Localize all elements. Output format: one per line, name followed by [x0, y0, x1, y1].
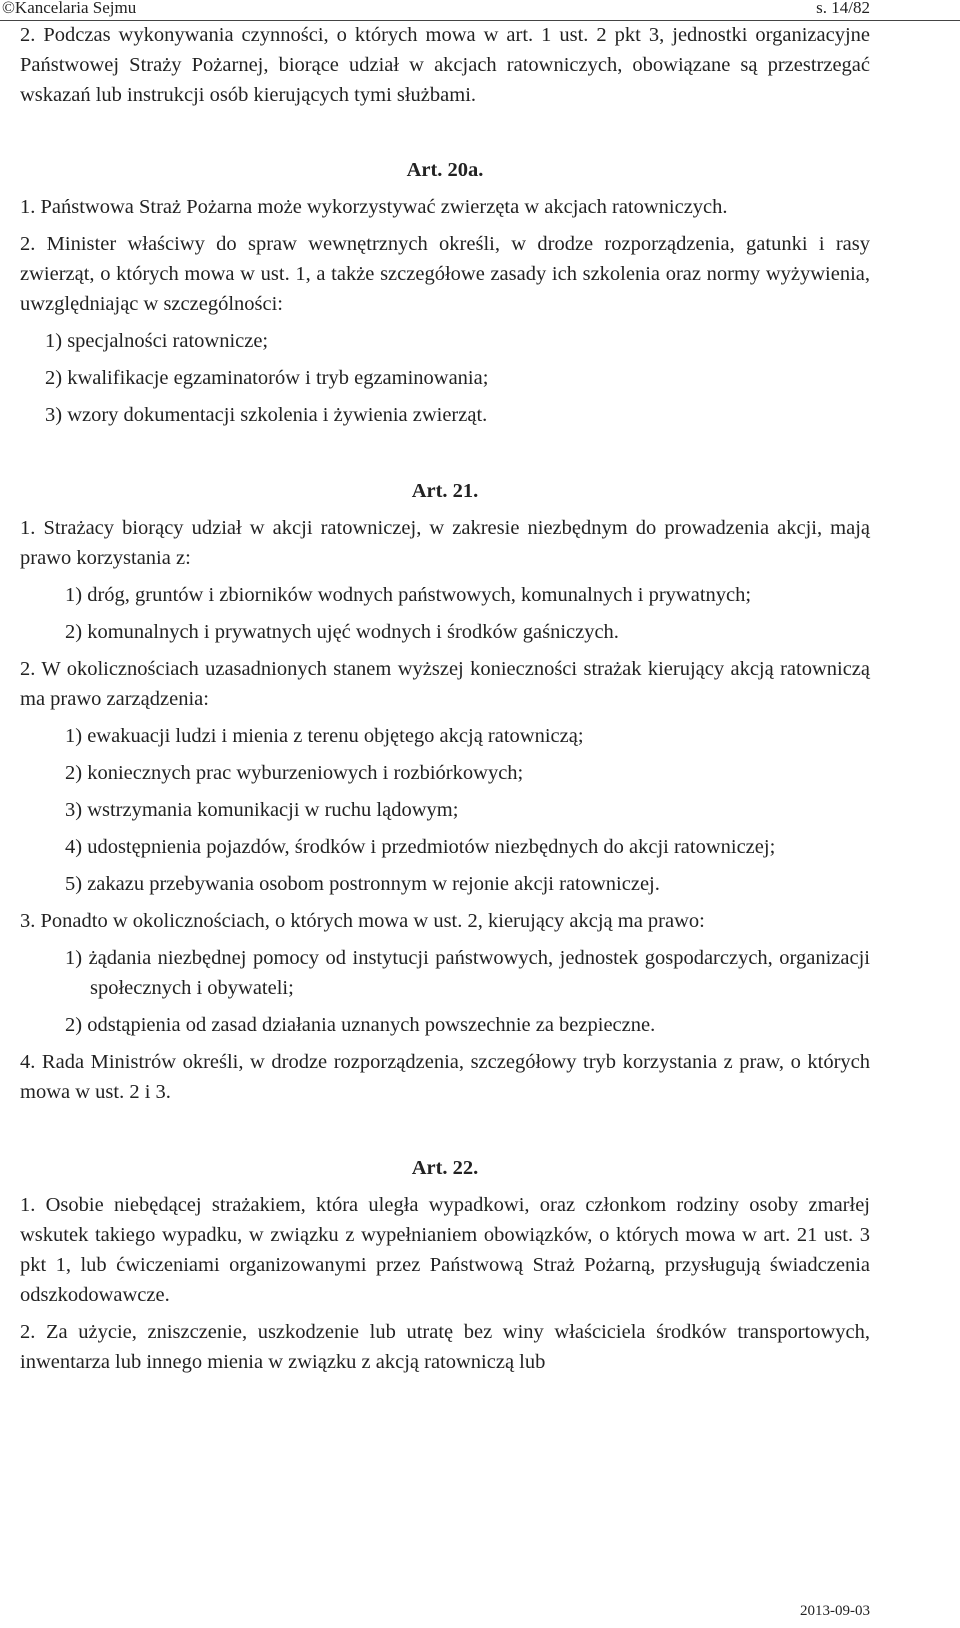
- list-item: 2) odstąpienia od zasad działania uznanych powszechnie za bezpieczne.: [65, 1014, 656, 1036]
- list-item: 3) wzory dokumentacji szkolenia i żywienia zwierząt.: [45, 404, 488, 426]
- paragraph: 2. W okolicznościach uzasadnionych stanem wyższej konieczności strażak kierujący akcją ratowniczą ma prawo zarządzenia:: [20, 658, 870, 710]
- article-heading: Art. 21.: [411, 480, 479, 502]
- list-item: 4) udostępnienia pojazdów, środków i przedmiotów niezbędnych do akcji ratowniczej;: [65, 836, 776, 858]
- article-heading: Art. 20a.: [406, 159, 484, 181]
- paragraph: 2. Za użycie, zniszczenie, uszkodzenie lub utratę bez winy właściciela środków transportowych, inwentarza lub innego mienia w związku z akcją ratowniczą lub: [20, 1321, 870, 1373]
- paragraph: 1. Strażacy biorący udział w akcji ratowniczej, w zakresie niezbędnym do prowadzenia akcji, mają prawo korzystania z:: [20, 517, 870, 569]
- list-item: 2) komunalnych i prywatnych ujęć wodnych i środków gaśniczych.: [65, 621, 619, 643]
- list-item: 2) kwalifikacje egzaminatorów i tryb egzaminowania;: [45, 367, 489, 389]
- list-item: 5) zakazu przebywania osobom postronnym w rejonie akcji ratowniczej.: [65, 873, 660, 895]
- list-item: 1) ewakuacji ludzi i mienia z terenu objętego akcją ratowniczą;: [65, 725, 584, 747]
- list-item: 1) żądania niezbędnej pomocy od instytucji państwowych, jednostek gospodarczych, organizacji społecznych i obywateli;: [65, 947, 870, 999]
- footer-date: 2013-09-03: [800, 1603, 870, 1619]
- paragraph: 4. Rada Ministrów określi, w drodze rozporządzenia, szczegółowy tryb korzystania z praw, o których mowa w ust. 2 i 3.: [20, 1051, 870, 1103]
- header-page-number: s. 14/82: [816, 0, 870, 17]
- paragraph: 2. Minister właściwy do spraw wewnętrznych określi, w drodze rozporządzenia, gatunki i rasy zwierząt, o których mowa w ust. 1, a także szczegółowe zasady ich szkolenia oraz normy wyżywienia, uwzględniając w szczególności:: [20, 233, 870, 315]
- paragraph: 3. Ponadto w okolicznościach, o których mowa w ust. 2, kierujący akcją ma prawo:: [20, 910, 705, 932]
- paragraph: 1. Państwowa Straż Pożarna może wykorzystywać zwierzęta w akcjach ratowniczych.: [20, 196, 728, 218]
- document-body: [20, 20, 870, 1377]
- list-item: 1) specjalności ratownicze;: [45, 330, 269, 352]
- list-item: 2) koniecznych prac wyburzeniowych i rozbiórkowych;: [65, 762, 524, 784]
- list-item: 1) dróg, gruntów i zbiorników wodnych państwowych, komunalnych i prywatnych;: [65, 584, 752, 606]
- list-item: 3) wstrzymania komunikacji w ruchu lądowym;: [65, 799, 459, 821]
- paragraph: 1. Osobie niebędącej strażakiem, która uległa wypadkowi, oraz członkom rodziny osoby zmarłej wskutek takiego wypadku, w związku z wypełnianiem obowiązków, o których mowa w art. 21 ust. 3 pkt 1, lub ćwiczeniami organizowanymi przez Państwową Straż Pożarną, przysługują świadczenia odszkodowawcze.: [20, 1194, 870, 1306]
- paragraph: 2. Podczas wykonywania czynności, o których mowa w art. 1 ust. 2 pkt 3, jednostki organizacyjne Państwowej Straży Pożarnej, biorące udział w akcjach ratowniczych, obowiązane są przestrzegać wskazań lub instrukcji osób kierujących tymi służbami.: [20, 24, 870, 106]
- header-source: ©Kancelaria Sejmu: [2, 0, 137, 17]
- article-heading: Art. 22.: [411, 1157, 479, 1179]
